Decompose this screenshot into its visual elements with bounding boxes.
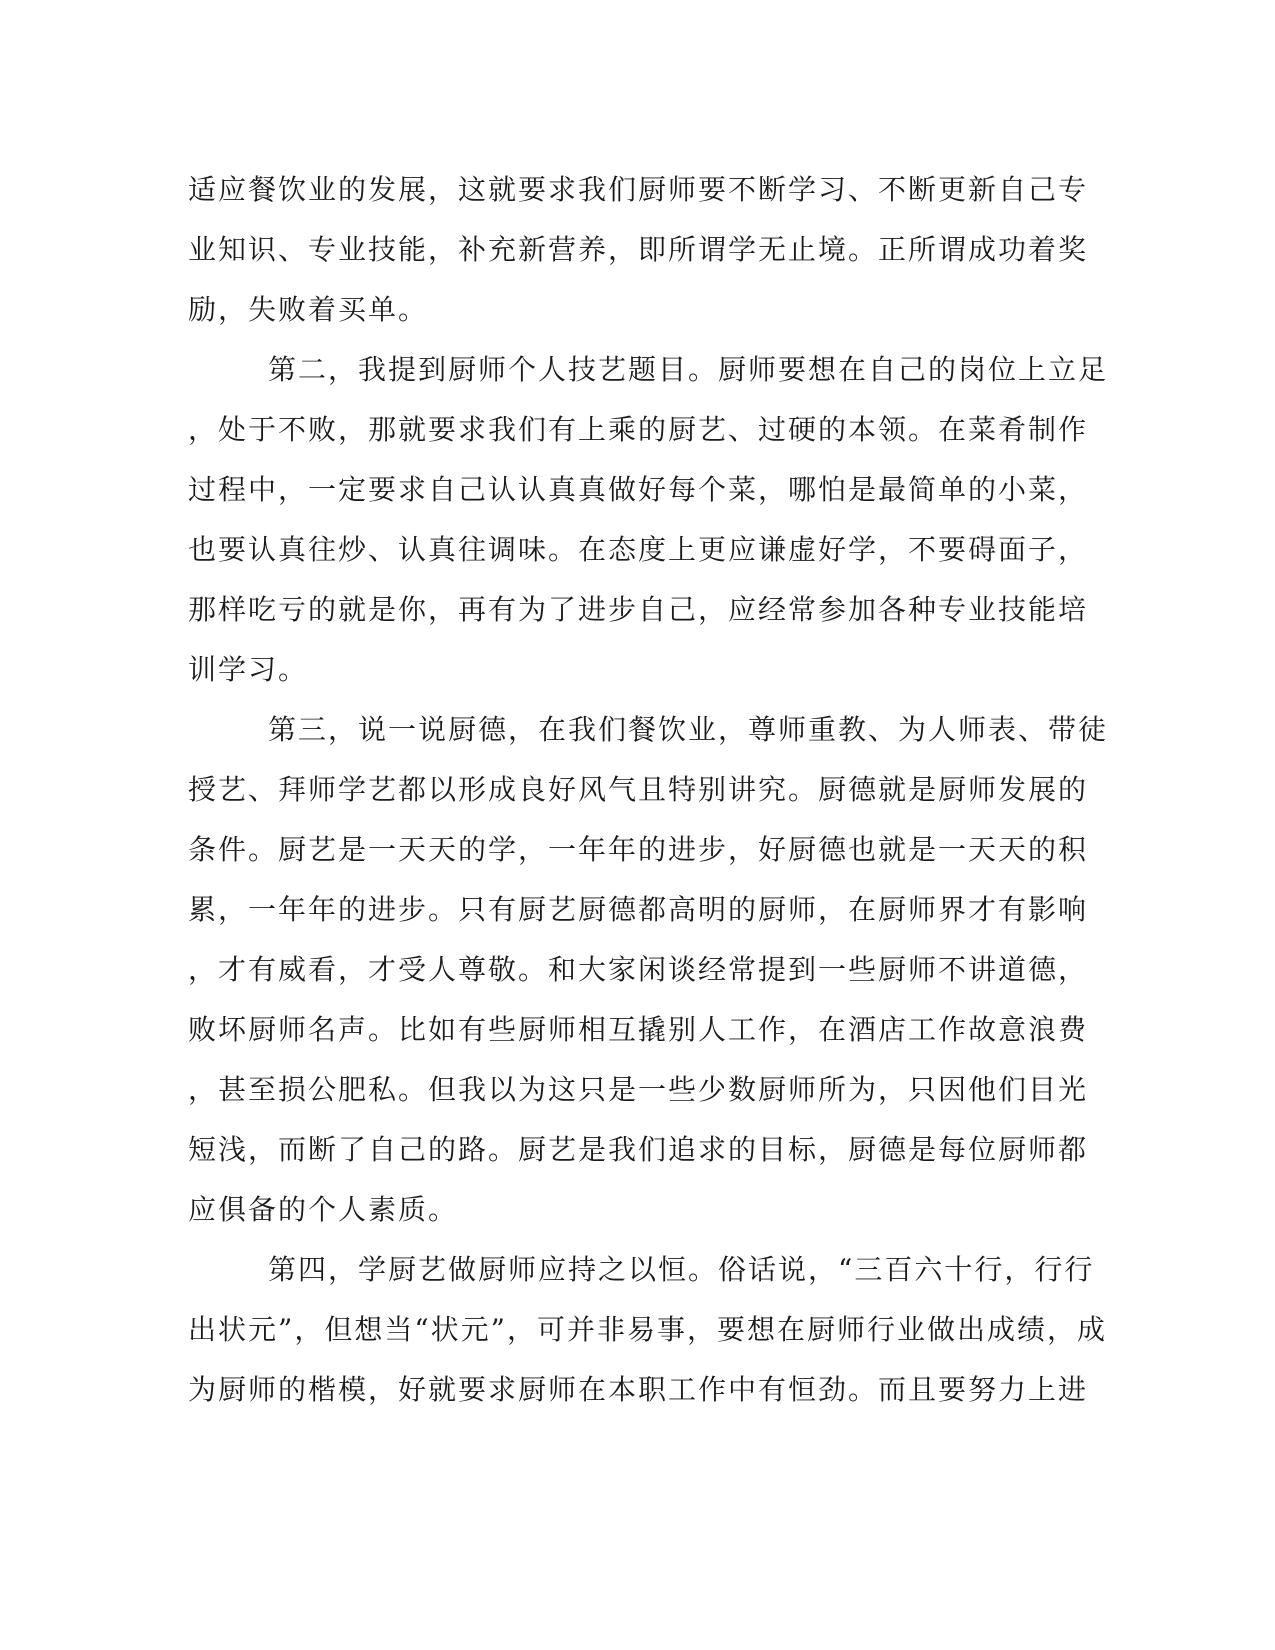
text-line: 累，一年年的进步。只有厨艺厨德都高明的厨师，在厨师界才有影响	[188, 893, 1089, 926]
paragraph-start-line: 第三，说一说厨德，在我们餐饮业，尊师重教、为人师表、带徒	[268, 713, 1109, 746]
text-line: 训学习。	[188, 653, 309, 686]
text-line: 也要认真往炒、认真往调味。在态度上更应谦虚好学，不要碍面子，	[188, 533, 1089, 566]
text-line: 应俱备的个人素质。	[188, 1193, 459, 1226]
text-line: 过程中，一定要求自己认认真真做好每个菜，哪怕是最简单的小菜，	[188, 473, 1089, 506]
paragraph-start-line: 第四，学厨艺做厨师应持之以恒。俗话说，“三百六十行，行行	[268, 1253, 1095, 1286]
text-line: 为厨师的楷模，好就要求厨师在本职工作中有恒劲。而且要努力上进	[188, 1373, 1089, 1406]
text-line: ，才有威看，才受人尊敬。和大家闲谈经常提到一些厨师不讲道德，	[188, 953, 1089, 986]
text-line: ，甚至损公肥私。但我以为这只是一些少数厨师所为，只因他们目光	[188, 1073, 1089, 1106]
text-line: 业知识、专业技能，补充新营养，即所谓学无止境。正所谓成功着奖	[188, 233, 1089, 266]
text-line: 短浅，而断了自己的路。厨艺是我们追求的目标，厨德是每位厨师都	[188, 1133, 1089, 1166]
text-line: 适应餐饮业的发展，这就要求我们厨师要不断学习、不断更新自己专	[188, 173, 1089, 206]
text-line: ，处于不败，那就要求我们有上乘的厨艺、过硬的本领。在菜肴制作	[188, 413, 1089, 446]
body-text	[188, 160, 1109, 1420]
text-line: 出状元”，但想当“状元”，可并非易事，要想在厨师行业做出成绩，成	[188, 1313, 1107, 1346]
text-line: 条件。厨艺是一天天的学，一年年的进步，好厨德也就是一天天的积	[188, 833, 1089, 866]
text-line: 败坏厨师名声。比如有些厨师相互撬别人工作，在酒店工作故意浪费	[188, 1013, 1089, 1046]
paragraph-start-line: 第二，我提到厨师个人技艺题目。厨师要想在自己的岗位上立足	[268, 353, 1109, 386]
text-line: 励，失败着买单。	[188, 293, 429, 326]
text-line: 授艺、拜师学艺都以形成良好风气且特别讲究。厨德就是厨师发展的	[188, 773, 1089, 806]
text-line: 那样吃亏的就是你，再有为了进步自己，应经常参加各种专业技能培	[188, 593, 1089, 626]
